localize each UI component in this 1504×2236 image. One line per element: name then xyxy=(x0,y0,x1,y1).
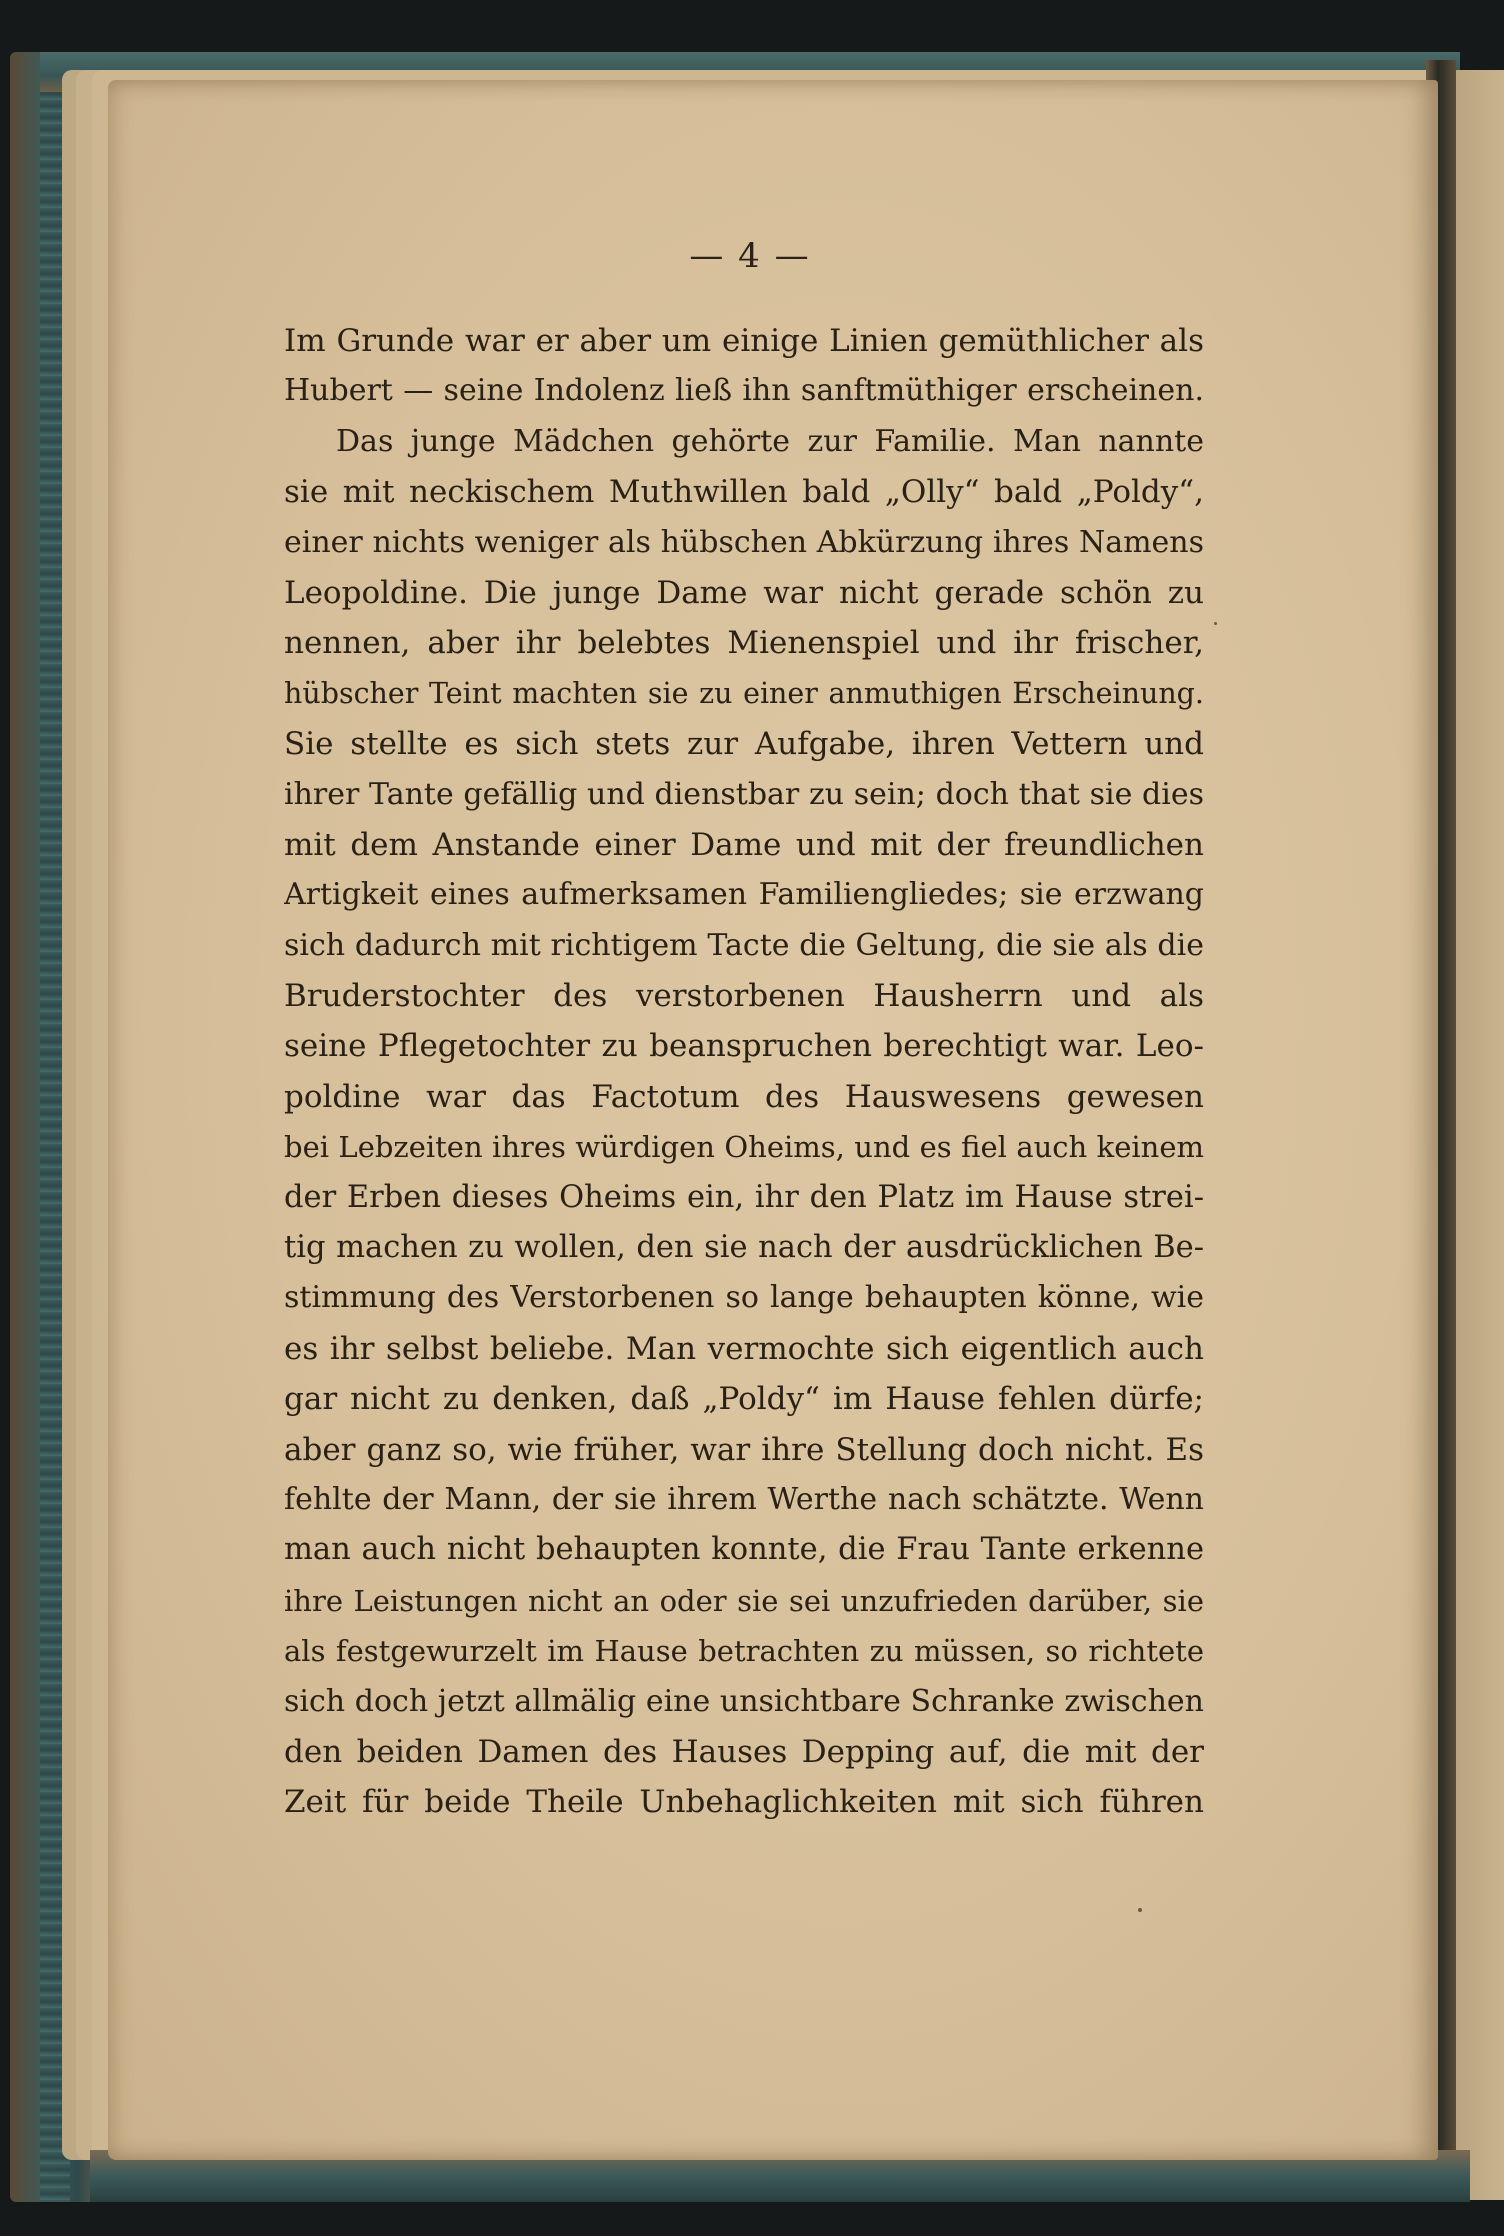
text-line: bei Lebzeiten ihres würdigen Oheims, und es fiel auch keinem xyxy=(284,1130,1204,1165)
text-line: ihre Leistungen nicht an oder sie sei unzufrieden darüber, sie xyxy=(284,1583,1204,1618)
body-text xyxy=(284,316,1204,1828)
text-line: einer nichts weniger als hübschen Abkürzung ihres Namens xyxy=(284,524,1204,560)
text-line: Hubert — seine Indolenz ließ ihn sanftmüthiger erscheinen. xyxy=(284,373,1204,409)
text-line: als festgewurzelt im Hause betrachten zu müssen, so richtete xyxy=(284,1634,1204,1669)
text-line: mit dem Anstande einer Dame und mit der freundlichen xyxy=(284,826,1204,863)
text-line: sich doch jetzt allmälig eine unsichtbare Schranke zwischen xyxy=(284,1683,1204,1719)
text-line: ihrer Tante gefällig und dienstbar zu sein; doch that sie dies xyxy=(284,776,1204,812)
text-line: tig machen zu wollen, den sie nach der ausdrücklichen Be- xyxy=(284,1230,1204,1266)
paper-speck xyxy=(1138,1908,1142,1912)
page-number: — 4 — xyxy=(689,236,811,276)
text-line: sich dadurch mit richtigem Tacte die Geltung, die sie als die xyxy=(284,927,1204,963)
text-line: den beiden Damen des Hauses Depping auf, die mit der xyxy=(284,1733,1204,1770)
text-line: Zeit für beide Theile Unbehaglichkeiten mit sich führen xyxy=(284,1784,1204,1821)
text-line: aber ganz so, wie früher, war ihre Stellung doch nicht. Es xyxy=(284,1431,1204,1468)
text-line: man auch nicht behaupten konnte, die Frau Tante erkenne xyxy=(284,1532,1204,1568)
text-line: gar nicht zu denken, daß „Poldy“ im Hause fehlen dürfe; xyxy=(284,1381,1204,1418)
text-line: der Erben dieses Oheims ein, ihr den Platz im Hause strei- xyxy=(284,1179,1204,1215)
text-line: Leopoldine. Die junge Dame war nicht gerade schön zu xyxy=(284,574,1204,611)
text-line: poldine war das Factotum des Hauswesens gewesen xyxy=(284,1078,1204,1115)
text-line: Bruderstochter des verstorbenen Hausherrn und als xyxy=(284,978,1204,1015)
text-line: Sie stellte es sich stets zur Aufgabe, ihren Vettern und xyxy=(284,726,1204,763)
paper-speck xyxy=(1214,622,1217,625)
text-line: sie mit neckischem Muthwillen bald „Olly“ bald „Poldy“, xyxy=(284,474,1204,511)
text-line: fehlte der Mann, der sie ihrem Werthe nach schätzte. Wenn xyxy=(284,1481,1204,1517)
text-line: Das junge Mädchen gehörte zur Familie. Man nannte xyxy=(336,423,1204,459)
text-line: Artigkeit eines aufmerksamen Familiengliedes; sie erzwang xyxy=(284,877,1204,913)
text-line: stimmung des Verstorbenen so lange behaupten könne, wie xyxy=(284,1280,1204,1316)
text-line: hübscher Teint machten sie zu einer anmuthigen Erscheinung. xyxy=(284,676,1204,710)
text-line: es ihr selbst beliebe. Man vermochte sich eigentlich auch xyxy=(284,1330,1204,1367)
text-line: nennen, aber ihr belebtes Mienenspiel und ihr frischer, xyxy=(284,625,1204,662)
text-line: seine Pflegetochter zu beanspruchen berechtigt war. Leo- xyxy=(284,1028,1204,1065)
text-line: Im Grunde war er aber um einige Linien gemüthlicher als xyxy=(284,323,1204,359)
